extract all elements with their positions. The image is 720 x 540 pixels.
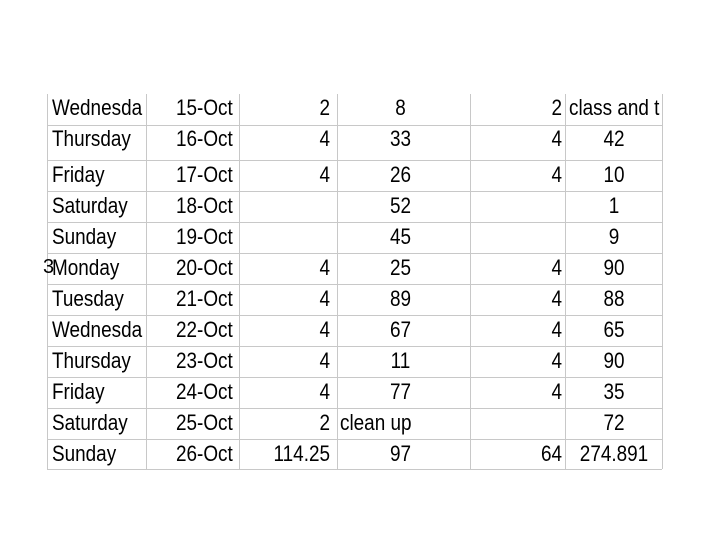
cell-col5 bbox=[484, 407, 562, 438]
cell-col6: 90 bbox=[603, 255, 625, 280]
cell-col4: 8 bbox=[395, 95, 406, 120]
cell-col6: class and t bbox=[569, 95, 660, 120]
cell-col4: 97 bbox=[389, 441, 412, 466]
cell-day: Tuesday bbox=[52, 286, 124, 311]
cell-col3: 2 bbox=[319, 410, 330, 435]
cell-day: Saturday bbox=[52, 410, 128, 435]
cell-col3: 4 bbox=[319, 379, 330, 404]
cell-col4: 26 bbox=[389, 162, 412, 187]
cell-col6: 65 bbox=[603, 317, 625, 342]
grid-vline bbox=[47, 94, 48, 469]
cell-date: 26-Oct bbox=[176, 441, 233, 466]
cell-col4: 33 bbox=[389, 126, 412, 151]
cell-date: 15-Oct bbox=[176, 95, 233, 120]
cell-day: Saturday bbox=[52, 193, 128, 218]
cell-day: Friday bbox=[52, 379, 105, 404]
cell-day: Friday bbox=[52, 162, 105, 187]
cell-col6: 274.891 bbox=[579, 441, 649, 466]
cell-col3: 4 bbox=[319, 162, 330, 187]
cell-col6: 72 bbox=[603, 410, 625, 435]
grid-vline bbox=[239, 94, 240, 469]
cell-col5 bbox=[484, 221, 562, 252]
cell-col3 bbox=[253, 190, 330, 221]
cell-col5: 4 bbox=[551, 317, 562, 342]
cell-day: Wednesda bbox=[52, 95, 143, 120]
cell-col6: 35 bbox=[603, 379, 625, 404]
cell-col4: 45 bbox=[389, 224, 412, 249]
stray-mark: 3 bbox=[43, 256, 55, 278]
cell-date: 23-Oct bbox=[176, 348, 233, 373]
cell-col5: 64 bbox=[540, 441, 562, 466]
cell-date: 17-Oct bbox=[176, 162, 233, 187]
cell-col4: 52 bbox=[389, 193, 412, 218]
cell-day: Sunday bbox=[52, 441, 117, 466]
cell-col3: 4 bbox=[319, 348, 330, 373]
cell-col3: 4 bbox=[319, 255, 330, 280]
cell-col4: 77 bbox=[389, 379, 412, 404]
cell-col6: 10 bbox=[603, 162, 625, 187]
cell-col4: 89 bbox=[389, 286, 412, 311]
cell-day: Wednesda bbox=[52, 317, 143, 342]
cell-col3 bbox=[253, 221, 330, 252]
cell-date: 16-Oct bbox=[176, 126, 233, 151]
grid-vline bbox=[662, 94, 663, 469]
cell-date: 25-Oct bbox=[176, 410, 233, 435]
cell-day: Thursday bbox=[52, 126, 131, 151]
cell-col4: 11 bbox=[390, 348, 411, 373]
cell-date: 21-Oct bbox=[176, 286, 233, 311]
cell-col3: 4 bbox=[319, 286, 330, 311]
cell-col6: 1 bbox=[608, 193, 620, 218]
cell-col6: 90 bbox=[603, 348, 625, 373]
cell-col5 bbox=[484, 190, 562, 221]
cell-day: Monday bbox=[52, 255, 120, 280]
grid-vline bbox=[337, 94, 338, 469]
cell-col5: 4 bbox=[551, 348, 562, 373]
cell-day: Sunday bbox=[52, 224, 117, 249]
cell-col3: 2 bbox=[319, 95, 330, 120]
cell-col5: 4 bbox=[551, 286, 562, 311]
cell-col6: 9 bbox=[608, 224, 620, 249]
grid-vline bbox=[146, 94, 147, 469]
cell-col3: 4 bbox=[319, 126, 330, 151]
cell-col5: 4 bbox=[551, 126, 562, 151]
cell-col3: 114.25 bbox=[273, 441, 330, 466]
cell-date: 24-Oct bbox=[176, 379, 233, 404]
cell-col6: 42 bbox=[603, 126, 625, 151]
cell-col5: 2 bbox=[551, 95, 562, 120]
cell-col4: 25 bbox=[389, 255, 412, 280]
grid-hline bbox=[47, 469, 662, 470]
cell-col5: 4 bbox=[551, 379, 562, 404]
cell-col5: 4 bbox=[551, 255, 562, 280]
cell-date: 22-Oct bbox=[176, 317, 233, 342]
cell-date: 20-Oct bbox=[176, 255, 233, 280]
cell-col3: 4 bbox=[319, 317, 330, 342]
cell-col4: 67 bbox=[389, 317, 412, 342]
grid-vline bbox=[565, 94, 566, 469]
cell-day: Thursday bbox=[52, 348, 131, 373]
grid-vline bbox=[470, 94, 471, 469]
cell-date: 18-Oct bbox=[176, 193, 233, 218]
cell-date: 19-Oct bbox=[176, 224, 233, 249]
cell-col5: 4 bbox=[551, 162, 562, 187]
cell-col4: clean up bbox=[340, 410, 412, 435]
cell-col6: 88 bbox=[603, 286, 625, 311]
